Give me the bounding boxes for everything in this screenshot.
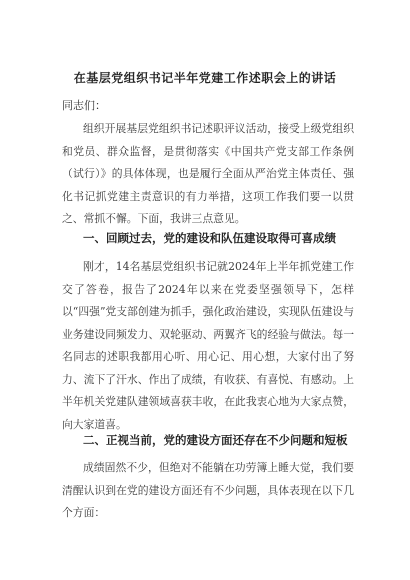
document-title: 在基层党组织书记半年党建工作述职会上的讲话 — [73, 71, 337, 85]
paragraph-intro: 组织开展基层党组织书记述职评议活动，接受上级党组织和党员、群众监督，是贯彻落实《中国共产党支部工作条例（试行）》的具体体现，也是履行全面从严治党主体责任、强化书记抓党建主责意识的有力举措，这项工作我们要一以贯之、常抓不懈。下面，我讲三点意见。 — [62, 122, 354, 225]
section-heading-2: 二、正视当前，党的建设方面还存在不少问题和短板 — [83, 433, 348, 447]
paragraph-review: 刚才，14名基层党组织书记就2024年上半年抓党建工作交了答卷，报告了2024年以来在党委坚强领导下，怎样以“四强”党支部创建为抓手，强化政治建设，实现队伍建设与业务建设同频发力、双轮驱动、两翼齐飞的经验与做法。每一名同志的述职我都用心听、用心记、用心想，大家付出了努力、流下了汗水、作出了成绩，有收获、有喜悦、有感动。上半年机关党建队建领域喜获丰收，在此我衷心地为大家点赞，向大家道喜。 — [62, 260, 354, 431]
salutation: 同志们： — [62, 99, 106, 112]
section-heading-1: 一、回顾过去，党的建设和队伍建设取得可喜成绩 — [83, 231, 336, 245]
paragraph-problems: 成绩固然不少，但绝对不能躺在功劳簿上睡大觉，我们要清醒认识到在党的建设方面还有不少问题，具体表现在以下几个方面： — [62, 461, 354, 519]
